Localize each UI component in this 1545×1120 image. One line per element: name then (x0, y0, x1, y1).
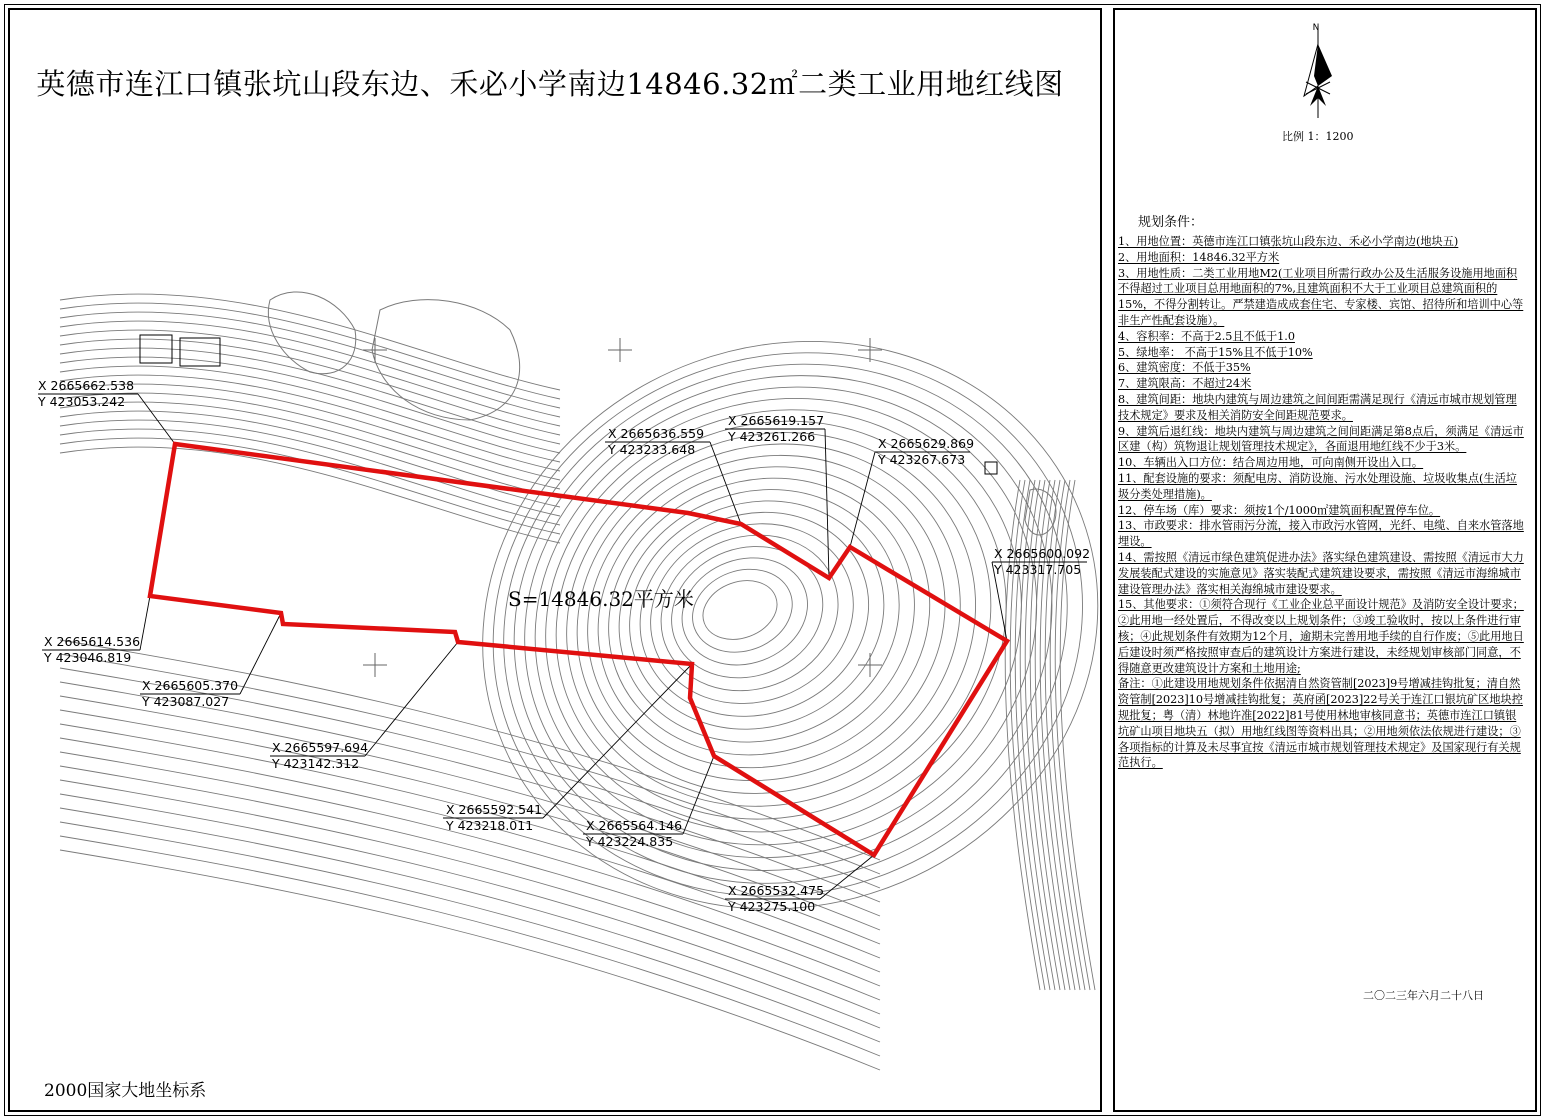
boundary-point-label (608, 426, 704, 458)
boundary-point-label (142, 678, 238, 710)
condition-item: 15、其他要求：①须符合现行《工业企业总平面设计规范》及消防安全设计要求；②此用地一经处置后，不得改变以上规划条件；③竣工验收时，按以上条件进行审核；④此规划条件有效期为12个月，逾期未完善用地手续的自行作废；⑤此用地日后建设时须严格按照审查后的建筑设计方案进行建设，未经规划审核部门同意，不得随意更改建筑设计方案和土地用途; (1118, 598, 1524, 675)
coordinate-system-label: 2000国家大地坐标系 (44, 1081, 207, 1101)
condition-item: 7、建筑限高：不超过24米 (1118, 377, 1252, 391)
y-coordinate: Y 423142.312 (272, 756, 360, 771)
y-coordinate: Y 423233.648 (608, 442, 696, 457)
condition-item: 11、配套设施的要求：须配电房、消防设施、污水处理设施、垃圾收集点(生活垃圾分类处理措施)。 (1118, 471, 1517, 501)
contour-ring (653, 526, 841, 699)
leader-line (543, 664, 692, 818)
condition-item: 2、用地面积：14846.32平方米 (1118, 250, 1280, 264)
condition-item: 14、需按照《清远市绿色建筑促进办法》落实绿色建筑建设、需按照《清远市大力发展装配式建设的实施意见》落实装配式建筑建设要求，需按照《清远市海绵城市建设管理办法》落实相关海绵城市建设要求。 (1118, 550, 1524, 596)
grid-cross-icon (858, 338, 882, 362)
contour-ring (583, 451, 935, 781)
x-coordinate: X 2665532.475 (728, 883, 825, 898)
y-coordinate: Y 423046.819 (44, 650, 132, 665)
condition-item: 4、容积率：不高于2.5且不低于1.0 (1118, 329, 1295, 343)
x-coordinate: X 2665600.092 (994, 546, 1091, 561)
conditions-heading: 规划条件： (1138, 215, 1204, 230)
planning-conditions (1118, 234, 1524, 771)
grid-cross-icon (363, 338, 387, 362)
grid-cross-icon (858, 653, 882, 677)
map-title: 英德市连江口镇张坑山段东边、禾必小学南边14846.32㎡二类工业用地红线图 (36, 67, 1064, 101)
boundary-point-label (878, 436, 974, 468)
leader-line (365, 642, 458, 756)
condition-item: 5、绿地率： 不高于15%且不低于10% (1118, 345, 1313, 359)
contour-ring (555, 421, 975, 814)
y-coordinate: Y 423261.266 (728, 429, 816, 444)
x-coordinate: X 2665619.157 (728, 413, 825, 428)
boundary-point-label (586, 818, 682, 850)
y-coordinate: Y 423087.027 (142, 694, 230, 709)
condition-item: 6、建筑密度：不低于35% (1118, 361, 1251, 375)
leader-line (825, 429, 829, 578)
boundary-point-label (728, 413, 824, 445)
boundary-point-label (44, 634, 140, 666)
condition-item: 备注：①此建设用地规划条件依据清自然资管制[2023]9号增减挂钩批复；清自然资管制[2023]10号增减挂钩批复；英府函[2023]22号关于连江口银坑矿区地块控规批复；粤（清）林地许准[2022]81号使用林地审核同意书；英德市连江口镇银坑矿山项目地块五（拟）用地红线图等资料出具；②用地须依法依规进行建设；③各项指标的计算及未尽事宜按《清远市城市规划管理技术规定》及国家现行有关规范执行。 (1118, 677, 1523, 770)
y-coordinate: Y 423275.100 (728, 899, 816, 914)
contour-line (60, 294, 560, 390)
x-coordinate: X 2665614.536 (44, 634, 141, 649)
building-footprint (985, 462, 997, 474)
grid-cross-icon (363, 653, 387, 677)
area-label: S=14846.32平方米 (508, 587, 694, 611)
x-coordinate: X 2665662.538 (38, 378, 135, 393)
contour-ring (611, 481, 897, 748)
x-coordinate: X 2665629.869 (878, 436, 975, 451)
x-coordinate: X 2665592.541 (446, 802, 543, 817)
y-coordinate: Y 423317.705 (994, 562, 1082, 577)
y-coordinate: Y 423218.011 (446, 818, 534, 833)
x-coordinate: X 2665564.146 (586, 818, 683, 833)
condition-item: 3、用地性质：二类工业用地M2(工业项目所需行政办公及生活服务设施用地面积不得超过工业项目总用地面积的7%,且建筑面积不大于工业项目总建筑面积的15%，不得分割转让。严禁建造成成套住宅、专家楼、宾馆、招待所和培训中心等非生产性配套设施）。 (1118, 266, 1524, 327)
leader-line (138, 394, 175, 444)
condition-item: 12、停车场（库）要求：须按1个/1000㎡建筑面积配置停车位。 (1118, 503, 1441, 517)
north-arrow-icon (1304, 26, 1332, 118)
contour-ring (458, 316, 1103, 929)
coordinate-leaders (38, 394, 1087, 899)
y-coordinate: Y 423267.673 (878, 452, 966, 467)
north-label: N (1312, 23, 1320, 33)
x-coordinate: X 2665636.559 (608, 426, 705, 441)
leader-line (240, 613, 281, 694)
condition-item: 13、市政要求：排水管雨污分流，接入市政污水管网，光纤、电缆、自来水管落地埋设。 (1118, 519, 1524, 549)
contour-ring (416, 271, 1159, 979)
terrain-outline (268, 292, 355, 374)
issue-date: 二〇二三年六月二十八日 (1363, 989, 1484, 1002)
x-coordinate: X 2665597.694 (272, 740, 369, 755)
y-coordinate: Y 423053.242 (38, 394, 126, 409)
condition-item: 10、车辆出入口方位：结合周边用地，可向南侧开设出入口。 (1118, 456, 1424, 470)
condition-item: 8、建筑间距：地块内建筑与周边建筑之间间距需满足现行《清远市城市规划管理技术规定》要求及相关消防安全间距规范要求。 (1118, 392, 1517, 422)
x-coordinate: X 2665605.370 (142, 678, 239, 693)
boundary-point-label (728, 883, 824, 915)
contour-ring (695, 571, 786, 650)
scale-label: 比例 1：1200 (1282, 130, 1354, 143)
grid-cross-icon (608, 338, 632, 362)
contour-ring (681, 556, 804, 666)
condition-item: 1、用地位置：英德市连江口镇张坑山段东边、禾必小学南边(地块五) (1118, 235, 1459, 248)
boundary-point-label (38, 378, 134, 410)
y-coordinate: Y 423224.835 (586, 834, 674, 849)
condition-item: 9、建筑后退红线：地块内建筑与周边建筑之间间距满足第8点后，须满足《清远市区建（构）筑物退让规划管理技术规定》，各面退用地红线不少于3米。 (1118, 424, 1524, 454)
boundary-point-label (994, 546, 1090, 578)
boundary-point-label (272, 740, 368, 772)
terrain-contours (60, 256, 1178, 1070)
boundary-point-label (446, 802, 542, 834)
leader-line (140, 596, 150, 650)
